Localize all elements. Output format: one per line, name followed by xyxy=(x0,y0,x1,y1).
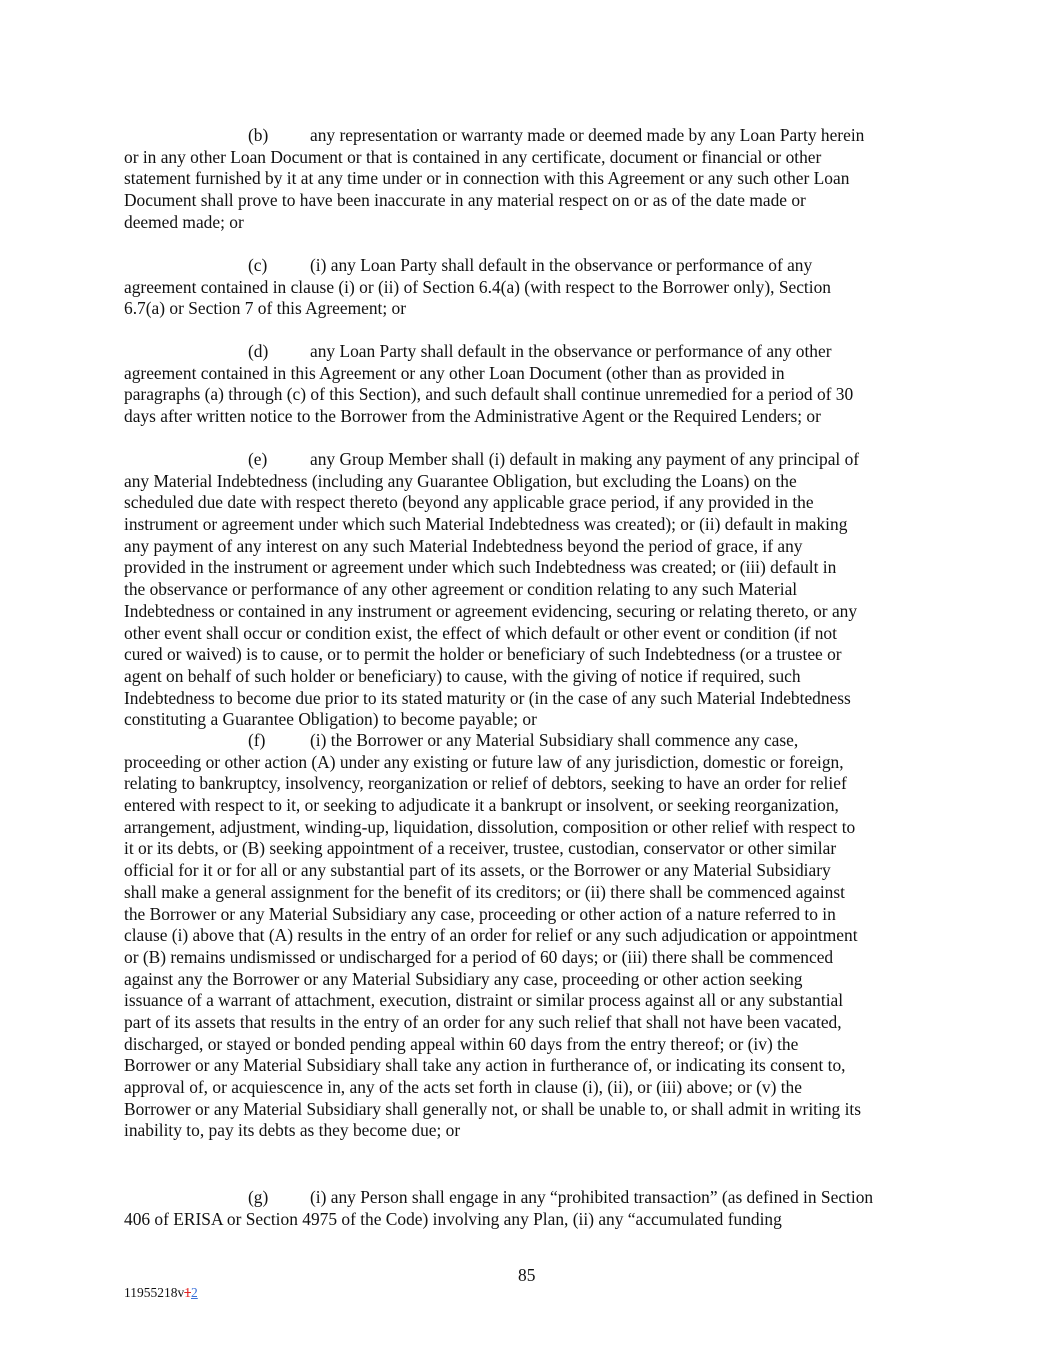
paragraph-line: agent on behalf of such holder or beneficiary) to cause, with the giving of notice if required, such xyxy=(124,665,801,686)
paragraph-first-line xyxy=(124,1187,944,1209)
paragraph-line: relating to bankruptcy, insolvency, reorganization or relief of debtors, seeking to have an order for relief xyxy=(124,773,847,794)
inserted-version: 2 xyxy=(191,1285,198,1300)
paragraph-line: Indebtedness or contained in any instrument or agreement evidencing, securing or relating thereto, or any xyxy=(124,600,858,621)
paragraph-line: entered with respect to it, or seeking to adjudicate it a bankrupt or insolvent, or seeking reorganization, xyxy=(124,795,839,816)
document-id-footer xyxy=(124,1285,198,1301)
paragraph-line: any payment of any interest on any such Material Indebtedness beyond the period of grace, if any xyxy=(124,535,803,556)
paragraph-line: (i) any Loan Party shall default in the observance or performance of any xyxy=(310,255,813,275)
paragraph-line: clause (i) above that (A) results in the entry of an order for relief or any such adjudication or appointment xyxy=(124,925,858,946)
paragraph-line: proceeding or other action (A) under any existing or future law of any jurisdiction, domestic or foreign, xyxy=(124,751,844,772)
paragraph-line: arrangement, adjustment, winding-up, liquidation, dissolution, composition or other relief with respect to xyxy=(124,816,856,837)
paragraph-line: deemed made; or xyxy=(124,211,244,232)
paragraph-line: scheduled due date with respect thereto (beyond any applicable grace period, if any provided in the xyxy=(124,492,814,513)
paragraph-line: discharged, or stayed or bonded pending appeal within 60 days from the entry thereof; or (iv) the xyxy=(124,1033,799,1054)
paragraph-line: constituting a Guarantee Obligation) to become payable; or xyxy=(124,709,537,730)
paragraph-line: the Borrower or any Material Subsidiary any case, proceeding or other action of a nature referred to in xyxy=(124,903,836,924)
paragraph-line: other event shall occur or condition exist, the effect of which default or other event or condition (if not xyxy=(124,622,837,643)
paragraph-line: provided in the instrument or agreement under which such Indebtedness was created; or (iii) default in xyxy=(124,557,837,578)
paragraph-line: days after written notice to the Borrower from the Administrative Agent or the Required Lenders; or xyxy=(124,406,821,427)
paragraph-line: or in any other Loan Document or that is contained in any certificate, document or financial or other xyxy=(124,146,822,167)
paragraph-label: (d) xyxy=(248,341,269,361)
paragraph-line: any Material Indebtedness (including any Guarantee Obligation, but excluding the Loans) on the xyxy=(124,470,797,491)
paragraph-line: against any the Borrower or any Material Subsidiary any case, proceeding or other action seeking xyxy=(124,968,803,989)
paragraph-c xyxy=(124,255,944,320)
paragraph-first-line xyxy=(124,125,944,147)
paragraph-line: shall make a general assignment for the benefit of its creditors; or (ii) there shall be commenced against xyxy=(124,881,845,902)
paragraph-line: any Loan Party shall default in the observance or performance of any other xyxy=(310,341,832,361)
deleted-version: 1 xyxy=(184,1285,191,1300)
paragraph-g xyxy=(124,1187,944,1230)
paragraph-line: Borrower or any Material Subsidiary shall generally not, or shall be unable to, or shall admit in writing its xyxy=(124,1098,862,1119)
paragraph-first-line xyxy=(124,449,944,471)
paragraph-line: Indebtedness to become due prior to its stated maturity or (in the case of any such Material Indebtedness xyxy=(124,687,851,708)
paragraph-line: Borrower or any Material Subsidiary shall take any action in furtherance of, or indicating its consent to, xyxy=(124,1055,846,1076)
paragraph-line: instrument or agreement under which such Material Indebtedness was created); or (ii) default in making xyxy=(124,514,848,535)
paragraph-line: the observance or performance of any other agreement or condition relating to any such Material xyxy=(124,579,798,600)
paragraph-line: approval of, or acquiescence in, any of the acts set forth in clause (i), (ii), or (iii) above; or (v) the xyxy=(124,1077,802,1097)
paragraph-f xyxy=(124,730,944,1142)
paragraph-label: (c) xyxy=(248,255,268,275)
paragraph-line: statement furnished by it at any time under or in connection with this Agreement or any such other Loan xyxy=(124,168,850,189)
paragraph-first-line xyxy=(124,341,944,363)
paragraph-line: (i) any Person shall engage in any “prohibited transaction” (as defined in Section xyxy=(310,1187,874,1207)
paragraph-line: Document shall prove to have been inaccurate in any material respect on or as of the date made or xyxy=(124,190,806,211)
paragraph-label: (g) xyxy=(248,1187,269,1207)
paragraph-line: any Group Member shall (i) default in making any payment of any principal of xyxy=(310,449,860,469)
paragraph-line: issuance of a warrant of attachment, execution, distraint or similar process against all or any substantial xyxy=(124,990,844,1011)
paragraph-line: official for it or for all or any substantial part of its assets, or the Borrower or any Material Subsidiary xyxy=(124,860,831,881)
paragraph-d xyxy=(124,341,944,428)
paragraph-line: paragraphs (a) through (c) of this Section), and such default shall continue unremedied for a period of 30 xyxy=(124,384,854,405)
paragraph-label: (f) xyxy=(248,730,266,750)
paragraph-first-line xyxy=(124,255,944,277)
doc-id: 11955218v xyxy=(124,1285,185,1300)
paragraph-line: it or its debts, or (B) seeking appointment of a receiver, trustee, custodian, conservator or other similar xyxy=(124,838,837,859)
paragraph-line: cured or waived) is to cause, or to permit the holder or beneficiary of such Indebtedness (or a trustee or xyxy=(124,644,842,665)
paragraph-e xyxy=(124,449,944,731)
paragraph-line: agreement contained in clause (i) or (ii) of Section 6.4(a) (with respect to the Borrower only), Section xyxy=(124,276,831,297)
paragraph-label: (e) xyxy=(248,449,268,469)
paragraph-line: 406 of ERISA or Section 4975 of the Code) involving any Plan, (ii) any “accumulated funding xyxy=(124,1208,782,1229)
paragraph-line: any representation or warranty made or deemed made by any Loan Party herein xyxy=(310,125,865,145)
paragraph-line: agreement contained in this Agreement or any other Loan Document (other than as provided in xyxy=(124,362,785,383)
paragraph-label: (b) xyxy=(248,125,269,145)
paragraph-line: part of its assets that results in the entry of an order for any such relief that shall not have been vacated, xyxy=(124,1011,842,1032)
paragraph-line: 6.7(a) or Section 7 of this Agreement; or xyxy=(124,298,407,319)
paragraph-line: or (B) remains undismissed or undischarged for a period of 60 days; or (iii) there shall be commenced xyxy=(124,946,834,967)
paragraph-b xyxy=(124,125,944,233)
paragraph-line: (i) the Borrower or any Material Subsidiary shall commence any case, xyxy=(310,730,799,750)
paragraph-first-line xyxy=(124,730,944,752)
paragraph-line: inability to, pay its debts as they become due; or xyxy=(124,1120,461,1141)
page-number: 85 xyxy=(518,1265,536,1285)
